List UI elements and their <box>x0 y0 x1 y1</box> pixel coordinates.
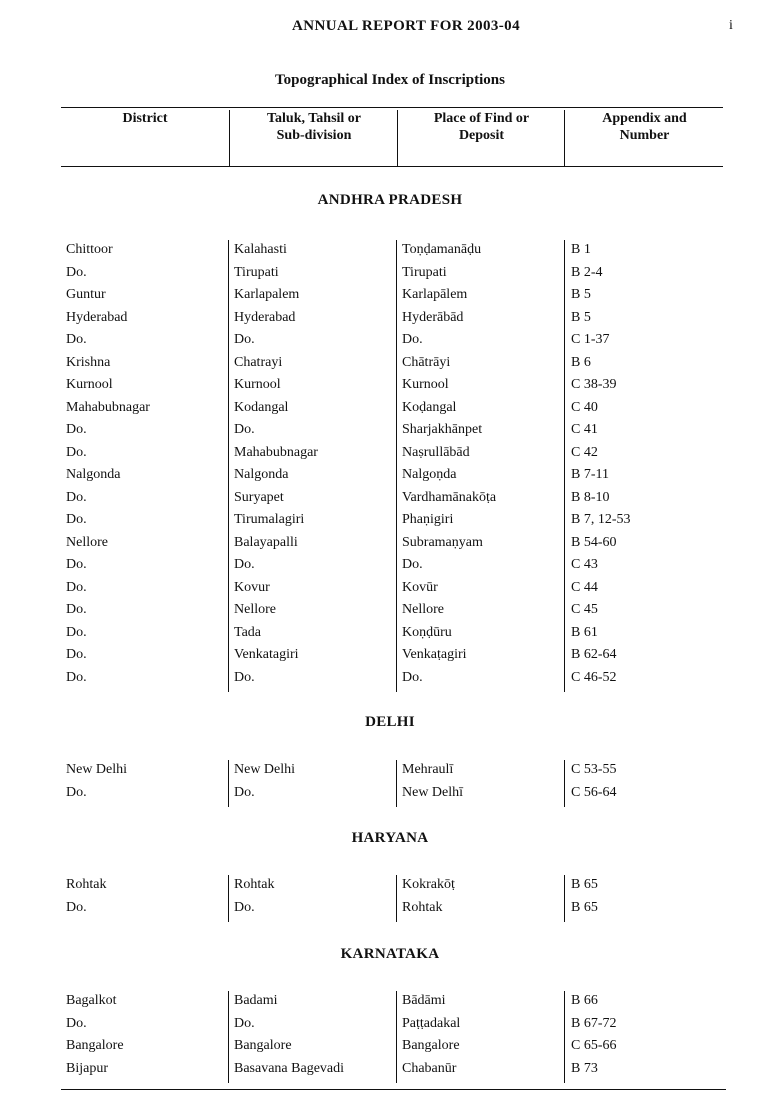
column-header-line: Deposit <box>458 128 505 143</box>
column-header-line: Place of Find or <box>433 111 530 126</box>
table-row <box>0 242 780 265</box>
cell-district: Do. <box>66 899 87 915</box>
cell-taluk: Nalgonda <box>234 467 289 482</box>
index-title: Topographical Index of Inscriptions <box>275 72 505 88</box>
column-header-line: District <box>122 111 168 126</box>
cell-place: Koṇḍūru <box>402 624 452 640</box>
cell-taluk: New Delhi <box>234 762 296 777</box>
cell-taluk: Kalahasti <box>234 242 287 257</box>
cell-taluk: Do. <box>234 1015 255 1031</box>
cell-district: Do. <box>66 602 87 617</box>
cell-appendix: B 65 <box>571 899 598 915</box>
cell-taluk: Suryapet <box>234 489 284 505</box>
table-row <box>0 355 780 378</box>
table-row <box>0 647 780 670</box>
cell-district: Do. <box>66 647 87 662</box>
table-header-rule <box>61 166 723 167</box>
cell-district: Do. <box>66 512 87 527</box>
cell-district: Nalgonda <box>66 467 121 482</box>
cell-taluk: Badami <box>234 993 278 1008</box>
table-row <box>0 535 780 558</box>
column-header-taluk <box>229 110 398 166</box>
state-heading: DELHI <box>365 714 415 730</box>
cell-district: Mahabubnagar <box>66 399 150 415</box>
cell-place: Bādāmi <box>402 993 446 1008</box>
cell-district: Do. <box>66 557 87 572</box>
cell-place: Paṭṭadakal <box>402 1015 461 1031</box>
cell-district: Bagalkot <box>66 993 117 1008</box>
table-row <box>0 785 780 808</box>
cell-district: Hyderabad <box>66 309 128 325</box>
cell-taluk: Kovur <box>234 579 270 595</box>
cell-appendix: B 54-60 <box>571 534 617 550</box>
page-number: i <box>729 18 733 33</box>
cell-place: Karlapālem <box>402 287 468 302</box>
cell-district: Bijapur <box>66 1060 108 1076</box>
table-row <box>0 1061 780 1084</box>
cell-district: Do. <box>66 332 87 347</box>
cell-appendix: C 45 <box>571 602 598 617</box>
cell-place: Hyderābād <box>402 309 464 325</box>
state-heading: KARNATAKA <box>340 946 440 962</box>
cell-place: Mehraulī <box>402 762 454 777</box>
cell-appendix: B 73 <box>571 1060 598 1076</box>
cell-taluk: Venkatagiri <box>234 647 299 662</box>
cell-taluk: Tirumalagiri <box>234 512 305 527</box>
cell-appendix: B 7, 12-53 <box>571 512 631 527</box>
cell-appendix: B 61 <box>571 624 598 640</box>
cell-district: Do. <box>66 669 87 685</box>
cell-district: Rohtak <box>66 877 107 892</box>
cell-district: Do. <box>66 264 87 280</box>
table-row <box>0 877 780 900</box>
cell-place: Subramaṇyam <box>402 534 483 550</box>
state-group <box>0 993 780 1083</box>
table-row <box>0 1016 780 1039</box>
cell-district: Do. <box>66 784 87 800</box>
table-row <box>0 512 780 535</box>
cell-appendix: B 5 <box>571 287 591 302</box>
cell-taluk: Do. <box>234 422 255 437</box>
cell-district: New Delhi <box>66 762 128 777</box>
cell-place: Naṣrullābād <box>402 444 470 460</box>
cell-taluk: Tada <box>234 624 262 640</box>
cell-appendix: B 66 <box>571 993 598 1008</box>
cell-place: Vardhamānakōṭa <box>402 489 497 505</box>
cell-district: Krishna <box>66 354 111 370</box>
state-heading: ANDHRA PRADESH <box>317 192 463 208</box>
cell-place: Kovūr <box>402 579 438 595</box>
table-row <box>0 762 780 785</box>
cell-place: Nalgoṇda <box>402 467 457 482</box>
cell-taluk: Chatrayi <box>234 354 283 370</box>
cell-place: Sharjakhānpet <box>402 422 483 437</box>
state-group <box>0 762 780 807</box>
table-row <box>0 400 780 423</box>
cell-appendix: B 6 <box>571 354 591 370</box>
cell-place: Tirupati <box>402 264 447 280</box>
state-group <box>0 242 780 692</box>
table-row <box>0 490 780 513</box>
cell-appendix: C 44 <box>571 579 598 595</box>
cell-place: Do. <box>402 557 423 572</box>
cell-district: Do. <box>66 624 87 640</box>
cell-district: Chittoor <box>66 242 113 257</box>
cell-district: Do. <box>66 489 87 505</box>
cell-district: Do. <box>66 579 87 595</box>
column-header-appendix <box>564 110 724 166</box>
cell-appendix: B 7-11 <box>571 467 609 482</box>
cell-taluk: Balayapalli <box>234 534 298 550</box>
cell-taluk: Bangalore <box>234 1038 292 1053</box>
cell-taluk: Do. <box>234 669 255 685</box>
cell-taluk: Do. <box>234 557 255 572</box>
cell-appendix: B 2-4 <box>571 264 603 280</box>
cell-taluk: Mahabubnagar <box>234 444 318 460</box>
cell-place: Rohtak <box>402 899 443 915</box>
table-row <box>0 332 780 355</box>
cell-appendix: C 56-64 <box>571 784 617 800</box>
cell-place: Chātrāyi <box>402 354 451 370</box>
column-header-place <box>397 110 565 166</box>
cell-appendix: B 5 <box>571 309 591 325</box>
cell-appendix: C 41 <box>571 422 598 437</box>
cell-place: Bangalore <box>402 1038 460 1053</box>
cell-appendix: C 65-66 <box>571 1038 617 1053</box>
cell-appendix: C 40 <box>571 399 598 415</box>
cell-taluk: Do. <box>234 332 255 347</box>
table-row <box>0 602 780 625</box>
table-row <box>0 900 780 923</box>
cell-appendix: C 42 <box>571 444 598 460</box>
cell-appendix: B 1 <box>571 242 591 257</box>
cell-district: Do. <box>66 422 87 437</box>
table-row <box>0 445 780 468</box>
cell-appendix: C 46-52 <box>571 669 617 685</box>
cell-place: Phaṇigiri <box>402 512 454 527</box>
cell-taluk: Basavana Bagevadi <box>234 1060 345 1076</box>
cell-taluk: Rohtak <box>234 877 275 892</box>
cell-place: Kokrakōṭ <box>402 877 455 892</box>
page-header <box>0 18 780 38</box>
table-top-rule <box>61 107 723 108</box>
table-row <box>0 625 780 648</box>
cell-appendix: C 43 <box>571 557 598 572</box>
cell-taluk: Kodangal <box>234 399 289 415</box>
state-heading: HARYANA <box>351 830 429 846</box>
table-row <box>0 580 780 603</box>
cell-taluk: Nellore <box>234 602 276 617</box>
report-title: ANNUAL REPORT FOR 2003-04 <box>292 18 520 34</box>
column-header-line: Number <box>619 128 670 143</box>
cell-taluk: Karlapalem <box>234 287 300 302</box>
cell-appendix: C 53-55 <box>571 762 617 777</box>
table-row <box>0 557 780 580</box>
cell-place: Do. <box>402 332 423 347</box>
table-row <box>0 1038 780 1061</box>
table-row <box>0 993 780 1016</box>
cell-taluk: Do. <box>234 899 255 915</box>
cell-appendix: B 8-10 <box>571 489 610 505</box>
table-row <box>0 265 780 288</box>
cell-place: Toṇḍamanāḍu <box>402 242 482 257</box>
cell-place: Venkaṭagiri <box>402 647 467 662</box>
state-group <box>0 877 780 922</box>
cell-taluk: Kurnool <box>234 377 281 392</box>
cell-place: New Delhī <box>402 784 464 800</box>
cell-place: Kurnool <box>402 377 449 392</box>
table-row <box>0 377 780 400</box>
table-row <box>0 422 780 445</box>
cell-district: Nellore <box>66 534 108 550</box>
cell-appendix: B 67-72 <box>571 1015 617 1031</box>
column-header-line: Taluk, Tahsil or <box>266 111 362 126</box>
table-row <box>0 310 780 333</box>
cell-appendix: B 65 <box>571 877 598 892</box>
table-row <box>0 287 780 310</box>
cell-taluk: Do. <box>234 784 255 800</box>
column-header-line: Appendix and <box>602 111 687 126</box>
cell-appendix: C 1-37 <box>571 332 610 347</box>
cell-district: Bangalore <box>66 1038 124 1053</box>
table-row <box>0 670 780 693</box>
cell-place: Nellore <box>402 602 444 617</box>
cell-taluk: Hyderabad <box>234 309 296 325</box>
cell-taluk: Tirupati <box>234 264 279 280</box>
cell-place: Koḍangal <box>402 399 457 415</box>
cell-appendix: C 38-39 <box>571 377 617 392</box>
table-row <box>0 467 780 490</box>
cell-district: Kurnool <box>66 377 113 392</box>
cell-district: Do. <box>66 444 87 460</box>
table-bottom-rule <box>61 1089 726 1090</box>
cell-place: Chabanūr <box>402 1060 457 1076</box>
cell-appendix: B 62-64 <box>571 647 617 662</box>
column-header-district <box>61 110 229 166</box>
cell-district: Guntur <box>66 287 106 302</box>
cell-place: Do. <box>402 669 423 685</box>
column-header-line: Sub-division <box>276 128 352 143</box>
cell-district: Do. <box>66 1015 87 1031</box>
